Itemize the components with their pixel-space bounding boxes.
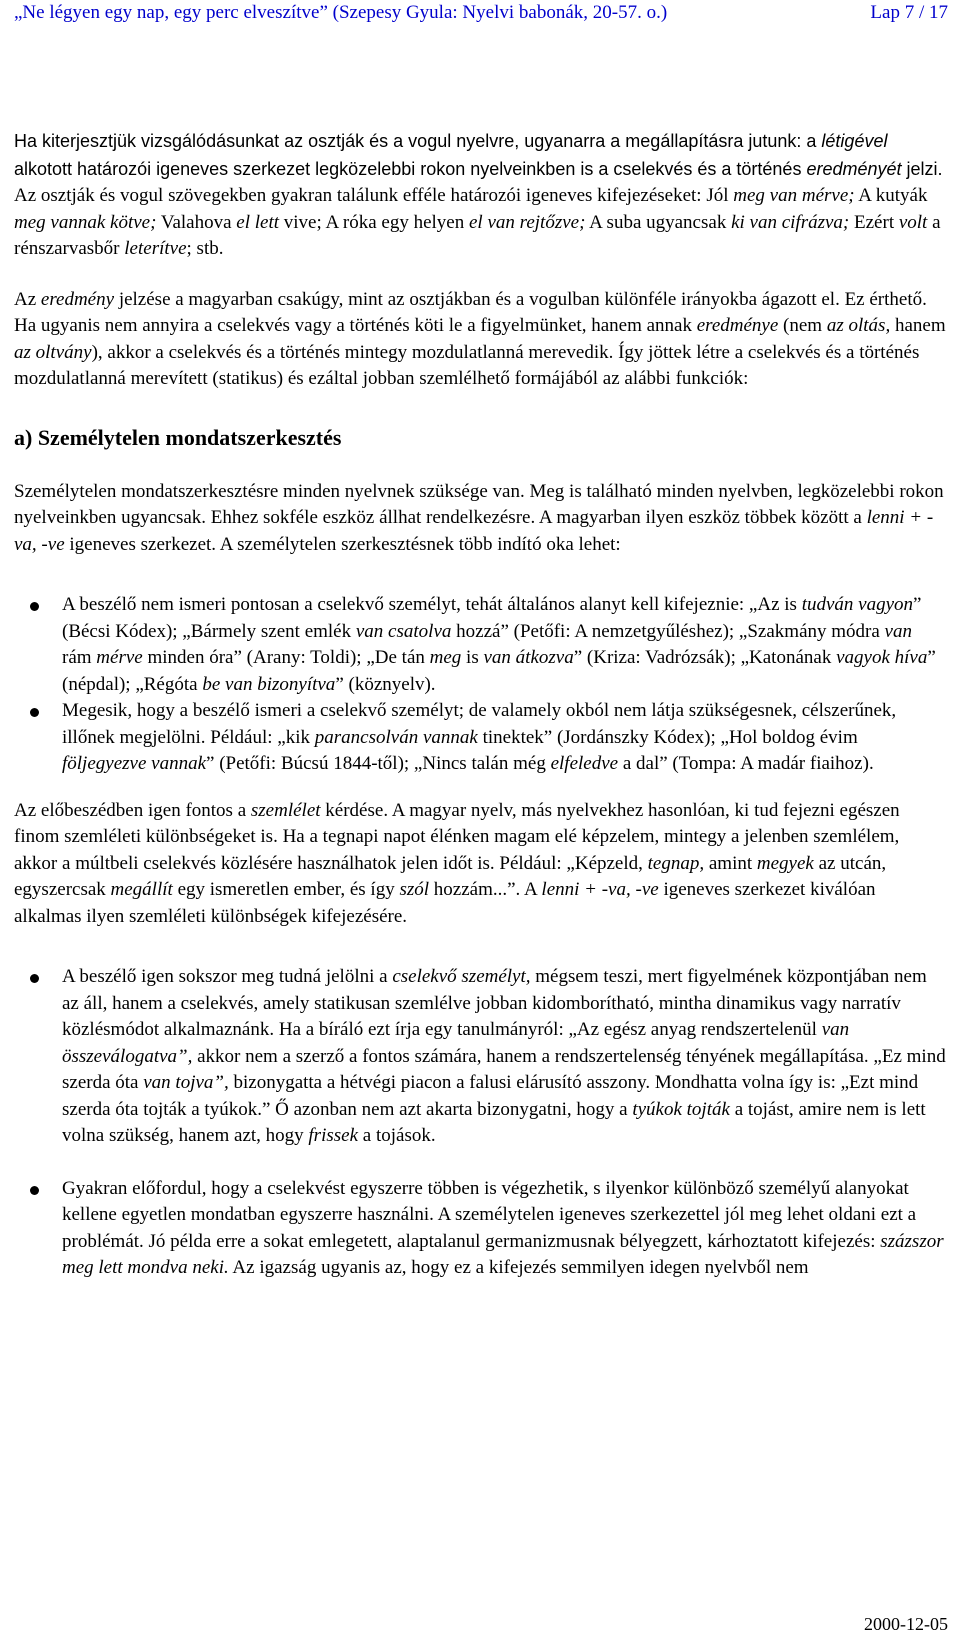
bullet-list-2: [14, 964, 946, 1150]
section-heading: a) Személytelen mondatszerkesztés: [14, 424, 342, 450]
paragraph-1: Ha kiterjesztjük vizsgálódásunkat az osztják és a vogul nyelvre, ugyanarra a megállapításra jutunk: a létigével alkotott határozói igeneves szerkezet legközelebbi rokon nyelveinkben is a cselekvés és a történés eredményét jelzi. Az osztják és vogul szövegekben gyakran találunk efféle határozói igeneves kifejezéseket: Jól meg van mérve; A kutyák meg vannak kötve; Valahova el lett vive; A róka egy helyen el van rejtőzve; A suba ugyancsak ki van cifrázva; Ezért volt a rénszarvasbőr leterítve; stb.: [14, 131, 943, 259]
paragraph-3: Személytelen mondatszerkesztésre minden nyelvnek szüksége van. Meg is található minden nyelvben, legközelebbi rokon nyelveinkben ugyancsak. Ehhez sokféle eszköz állhat rendelkezésre. A magyarban ilyen eszköz többek között a lenni + -va, -ve igeneves szerkezet. A személytelen szerkesztésnek több indító oka lehet:: [14, 480, 944, 555]
list-item: A beszélő igen sokszor meg tudná jelölni a cselekvő személyt, mégsem teszi, mert figyelmének központjában nem az áll, hanem a cselekvés, amely statikusan szemlélve jobban kidomborítható, mintha dinamikus vagy narratív közlésmódot alkalmaznánk. Ha a bíráló ezt írja egy tanulmányról: „Az egész anyag rendszertelenül van összeválogatva”, akkor nem a szerző a fontos számára, hanem a rendszertelenség tényének megállapítása. „Ez mind szerda óta van tojva”, bizonygatta a hétvégi piacon a falusi elárusító asszony. Mondhatta volna így is: „Ezt mind szerda óta tojták a tyúkok.” Ő azonban nem azt akarta bizonygatni, hogy a tyúkok tojták a tojást, amire nem is lett volna szükség, hanem azt, hogy frissek a tojások.: [14, 964, 946, 1150]
document-title: „Ne légyen egy nap, egy perc elveszítve” (Szepesy Gyula: Nyelvi babonák, 20-57. o.): [14, 2, 668, 23]
footer-date: 2000-12-05: [864, 1614, 948, 1634]
list-item: Megesik, hogy a beszélő ismeri a cselekvő személyt; de valamely okból nem látja szükségesnek, célszerűnek, illőnek megjelölni. Például: „kik parancsolván vannak tinektek” (Jordánszky Kódex); „Hol boldog évim följegyezve vannak” (Petőfi: Búcsú 1844-től); „Nincs talán még elfeledve a dal” (Tompa: A madár fiaihoz).: [14, 698, 946, 778]
document-body: [14, 128, 946, 1282]
bullet-list-1: [14, 592, 946, 778]
page-number: Lap 7 / 17: [870, 2, 948, 23]
list-item: Gyakran előfordul, hogy a cselekvést egyszerre többen is végezhetik, s ilyenkor különböző személyű alanyokat kellene egyetlen mondatban egyszerre használni. A személytelen igeneves szerkezettel jól meg lehet oldani ezt a problémát. Jó példa erre a sokat emlegetett, alaptalanul germanizmusnak bélyegzett, kárhoztatott kifejezés: százszor meg lett mondva neki. Az igazság ugyanis az, hogy ez a kifejezés semmilyen idegen nyelvből nem: [14, 1176, 946, 1282]
list-item: A beszélő nem ismeri pontosan a cselekvő személyt, tehát általános alanyt kell kifejeznie: „Az is tudván vagyon” (Bécsi Kódex); „Bármely szent emlék van csatolva hozzá” (Petőfi: A nemzetgyűléshez); „Szakmány módra van rám mérve minden óra” (Arany: Toldi); „De tán meg is van átkozva” (Kriza: Vadrózsák); „Katonának vagyok híva” (népdal); „Régóta be van bizonyítva” (köznyelv).: [14, 592, 946, 698]
bullet-list-3: [14, 1176, 946, 1282]
paragraph-2: Az eredmény jelzése a magyarban csakúgy, mint az osztjákban és a vogulban különféle irányokba ágazott el. Ez érthető. Ha ugyanis nem annyira a cselekvés vagy a történés köti le a figyelmünket, hanem annak eredménye (nem az oltás, hanem az oltvány), akkor a cselekvés és a történés mintegy mozdulatlanná merevedik. Így jöttek létre a cselekvés és a történés mozdulatlanná merevített (statikus) és ezáltal jobban szemlélhető formájából az alábbi funkciók:: [14, 288, 946, 389]
page-header: [14, 2, 948, 28]
paragraph-4: Az előbeszédben igen fontos a szemlélet kérdése. A magyar nyelv, más nyelvekhez hasonlóan, ki tud fejezni egészen finom szemléleti különbségeket is. Ha a tegnapi napot élénken magam elé képzelem, mintegy a jelenben szemlélem, akkor a múltbeli cselekvés közlésére használhatok jelen időt is. Például: „Képzeld, tegnap, amint megyek az utcán, egyszercsak megállít egy ismeretlen ember, és így szól hozzám...”. A lenni + -va, -ve igeneves szerkezet kiválóan alkalmas ilyen szemléleti különbségek kifejezésére.: [14, 799, 900, 927]
